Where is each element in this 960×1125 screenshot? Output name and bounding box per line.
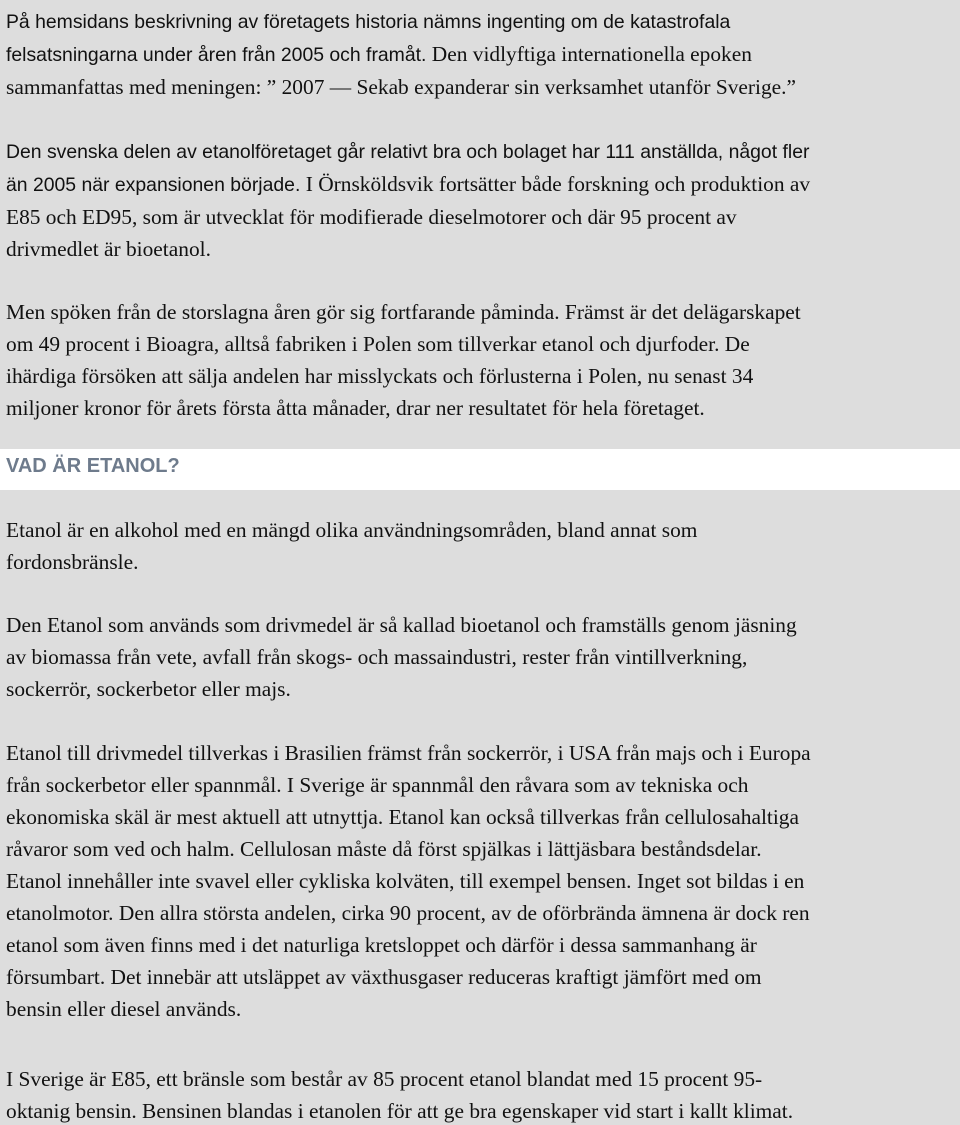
factbox-bioethanol-text: Den Etanol som används som drivmedel är så kallad bioetanol och framställs genom jäsning av biomassa från vete, avfall från skogs- och massaindustri, rester från vintillverkning, sockerrör, sockerbetor eller majs.	[6, 613, 797, 701]
intro-text-part1: På hemsidans beskrivning av företagets historia nämns ingenting om de katastrofala felsatsningarna under åren från 2005 och framåt.	[6, 11, 731, 66]
production-text-part2: I Örnsköldsvik fortsätter både forskning och produktion av E85 och ED95, som är utvecklat för modifierade dieselmotorer och där 95 procent av drivmedlet är bioetanol.	[6, 172, 811, 261]
factbox-definition-text: Etanol är en alkohol med en mängd olika användningsområden, bland annat som fordonsbränsle.	[6, 518, 698, 574]
factbox-paragraph-e85	[6, 1063, 952, 1125]
factbox-production-text: Etanol till drivmedel tillverkas i Brasilien främst från sockerrör, i USA från majs och i Europa från sockerbetor eller spannmål. I Sverige är spannmål den råvara som av tekniska och ekonomiska skäl är mest aktuell att utnyttja. Etanol kan också tillverkas från cellulosahaltiga råvaror som ved och halm. Cellulosan måste då först spjälkas i lättjäsbara beståndsdelar. Etanol innehåller inte svavel eller cykliska kolväten, till exempel bensen. Inget sot bildas i en etanolmotor. Den allra största andelen, cirka 90 procent, av de oförbrända ämnena är dock ren etanol som även finns med i det naturliga kretsloppet och därför i dessa sammanhang är försumbart. Det innebär att utsläppet av växthusgaser reduceras kraftigt jämfört med om bensin eller diesel används.	[6, 741, 811, 1021]
factbox-paragraph-bioethanol	[6, 609, 952, 705]
factbox-heading: VAD ÄR ETANOL?	[6, 455, 180, 477]
production-paragraph	[6, 135, 952, 265]
factbox-paragraph-definition	[6, 514, 952, 578]
intro-text-part2: Den vidlyftiga internationella epoken sammanfattas med meningen: ” 2007 — Sekab expanderar sin verksamhet utanför Sverige.”	[6, 42, 797, 99]
production-text-part1: Den svenska delen av etanolföretaget går relativt bra och bolaget har 111 anställda, något fler än 2005 när expansionen började.	[6, 141, 810, 196]
factbox-paragraph-production	[6, 737, 952, 1025]
factbox-e85-text: I Sverige är E85, ett bränsle som består av 85 procent etanol blandat med 15 procent 95- oktanig bensin. Bensinen blandas i etanolen för att ge bra egenskaper vid start i kallt klimat.	[6, 1067, 794, 1123]
intro-paragraph	[6, 5, 952, 103]
bioagra-text: Men spöken från de storslagna åren gör sig fortfarande påminda. Främst är det delägarskapet om 49 procent i Bioagra, alltså fabriken i Polen som tillverkar etanol och djurfoder. De ihärdiga försöken att sälja andelen har misslyckats och förlusterna i Polen, nu senast 34 miljoner kronor för årets första åtta månader, drar ner resultatet för hela företaget.	[6, 300, 801, 420]
bioagra-paragraph	[6, 296, 952, 424]
article-panel	[0, 0, 960, 449]
